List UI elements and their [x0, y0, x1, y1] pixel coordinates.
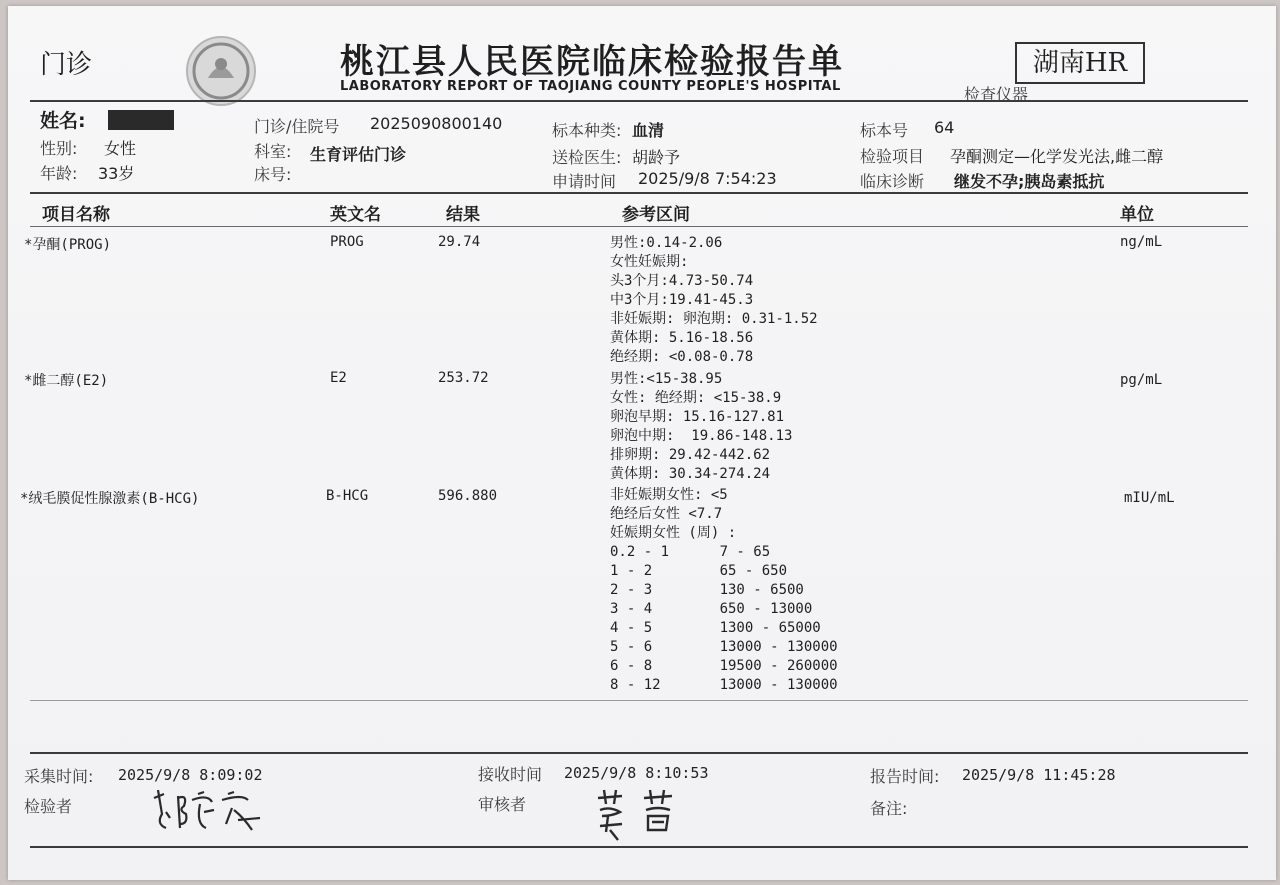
diagnosis-label: 临床诊断 [860, 172, 925, 191]
reference-line: 女性妊娠期: [610, 254, 689, 270]
row-result: 596.880 [438, 488, 498, 504]
row-reference [610, 486, 838, 695]
collect-time-label: 采集时间: [24, 767, 94, 786]
reference-line: 4 - 5 1300 - 65000 [610, 620, 821, 636]
reference-line: 8 - 12 13000 - 130000 [610, 677, 838, 693]
dept-label: 科室: [254, 142, 292, 161]
reference-line: 卵泡中期: 19.86-148.13 [610, 428, 793, 444]
reference-line: 女性: 绝经期: <15-38.9 [610, 390, 782, 406]
collect-time-value: 2025/9/8 8:09:02 [118, 766, 263, 784]
receive-time-label: 接收时间 [478, 765, 543, 784]
reference-line: 6 - 8 19500 - 260000 [610, 658, 838, 674]
reference-line: 头3个月:4.73-50.74 [610, 273, 754, 289]
doctor-label: 送检医生: [552, 148, 622, 167]
test-items-label: 检验项目 [860, 147, 925, 166]
row-english-name: E2 [330, 370, 347, 386]
table-header-divider [30, 226, 1248, 227]
reference-line: 非妊娠期: 卵泡期: 0.31-1.52 [610, 311, 818, 327]
header-divider [30, 100, 1248, 102]
specimen-type-label: 标本种类: [552, 121, 622, 140]
name-label: 姓名: [40, 110, 86, 132]
row-result: 29.74 [438, 234, 481, 250]
reference-line: 黄体期: 5.16-18.56 [610, 330, 754, 346]
row-result: 253.72 [438, 370, 489, 386]
remark-label: 备注: [870, 799, 908, 818]
report-subtitle: LABORATORY REPORT OF TAOJIANG COUNTY PEOPLE'S HOSPITAL [340, 79, 841, 94]
row-reference [610, 234, 818, 367]
reference-line: 男性:<15-38.95 [610, 371, 723, 387]
region-stamp: 湖南HR [1015, 42, 1145, 84]
table-end-divider [30, 700, 1248, 701]
row-english-name: PROG [330, 234, 364, 250]
row-english-name: B-HCG [326, 488, 369, 504]
reference-line: 绝经后女性 <7.7 [610, 506, 723, 522]
reference-line: 非妊娠期女性: <5 [610, 487, 728, 503]
admission-label: 门诊/住院号 [254, 117, 340, 136]
specimen-no-label: 标本号 [860, 121, 909, 140]
request-time-value: 2025/9/8 7:54:23 [638, 169, 777, 188]
instrument-label: 检查仪器 [964, 85, 1029, 104]
row-unit: mIU/mL [1124, 490, 1175, 506]
report-type-label: 门诊 [40, 50, 93, 80]
col-header-reference: 参考区间 [622, 205, 690, 225]
hospital-logo-icon [186, 36, 256, 106]
reference-line: 黄体期: 30.34-274.24 [610, 466, 771, 482]
col-header-name: 项目名称 [42, 205, 110, 225]
reference-line: 卵泡早期: 15.16-127.81 [610, 409, 785, 425]
info-divider [30, 192, 1248, 194]
tester-signature [148, 784, 278, 848]
report-sheet [8, 6, 1276, 880]
row-reference [610, 370, 792, 484]
row-item-name: *孕酮(PROG) [24, 237, 112, 253]
row-unit: ng/mL [1120, 234, 1163, 250]
reviewer-label: 审核者 [478, 795, 527, 814]
specimen-no-value: 64 [934, 118, 955, 137]
col-header-unit: 单位 [1120, 205, 1154, 225]
tester-label: 检验者 [24, 797, 73, 816]
reference-line: 3 - 4 650 - 13000 [610, 601, 813, 617]
report-title: 桃江县人民医院临床检验报告单 [340, 42, 844, 82]
gender-label: 性别: [40, 139, 78, 158]
reference-line: 男性:0.14-2.06 [610, 235, 723, 251]
receive-time-value: 2025/9/8 8:10:53 [564, 764, 709, 782]
age-label: 年龄: [40, 164, 78, 183]
col-header-result: 结果 [446, 205, 480, 225]
admission-value: 2025090800140 [370, 114, 503, 133]
row-item-name: *雌二醇(E2) [24, 373, 109, 389]
reference-line: 排卵期: 29.42-442.62 [610, 447, 771, 463]
specimen-type-value: 血清 [632, 121, 665, 140]
age-value: 33岁 [98, 164, 135, 183]
reference-line: 5 - 6 13000 - 130000 [610, 639, 838, 655]
diagnosis-value: 继发不孕;胰岛素抵抗 [954, 172, 1105, 191]
col-header-english: 英文名 [330, 205, 381, 225]
doctor-value: 胡龄予 [632, 148, 681, 167]
bed-label: 床号: [254, 165, 292, 184]
bottom-divider [30, 846, 1248, 848]
report-time-label: 报告时间: [870, 767, 940, 786]
reference-line: 中3个月:19.41-45.3 [610, 292, 754, 308]
request-time-label: 申请时间 [552, 172, 617, 191]
row-item-name: *绒毛膜促性腺激素(B-HCG) [20, 491, 200, 507]
reference-line: 绝经期: <0.08-0.78 [610, 349, 754, 365]
footer-divider [30, 752, 1248, 754]
reference-line: 2 - 3 130 - 6500 [610, 582, 804, 598]
test-items-value: 孕酮测定—化学发光法,雌二醇 [950, 147, 1164, 166]
reference-line: 1 - 2 65 - 650 [610, 563, 788, 579]
reference-line: 妊娠期女性 (周) : [610, 525, 737, 541]
report-time-value: 2025/9/8 11:45:28 [962, 766, 1116, 784]
reviewer-signature [592, 786, 702, 850]
dept-value: 生育评估门诊 [310, 145, 407, 164]
reference-line: 0.2 - 1 7 - 65 [610, 544, 771, 560]
gender-value: 女性 [104, 139, 137, 158]
row-unit: pg/mL [1120, 372, 1163, 388]
redacted-name [108, 110, 174, 130]
